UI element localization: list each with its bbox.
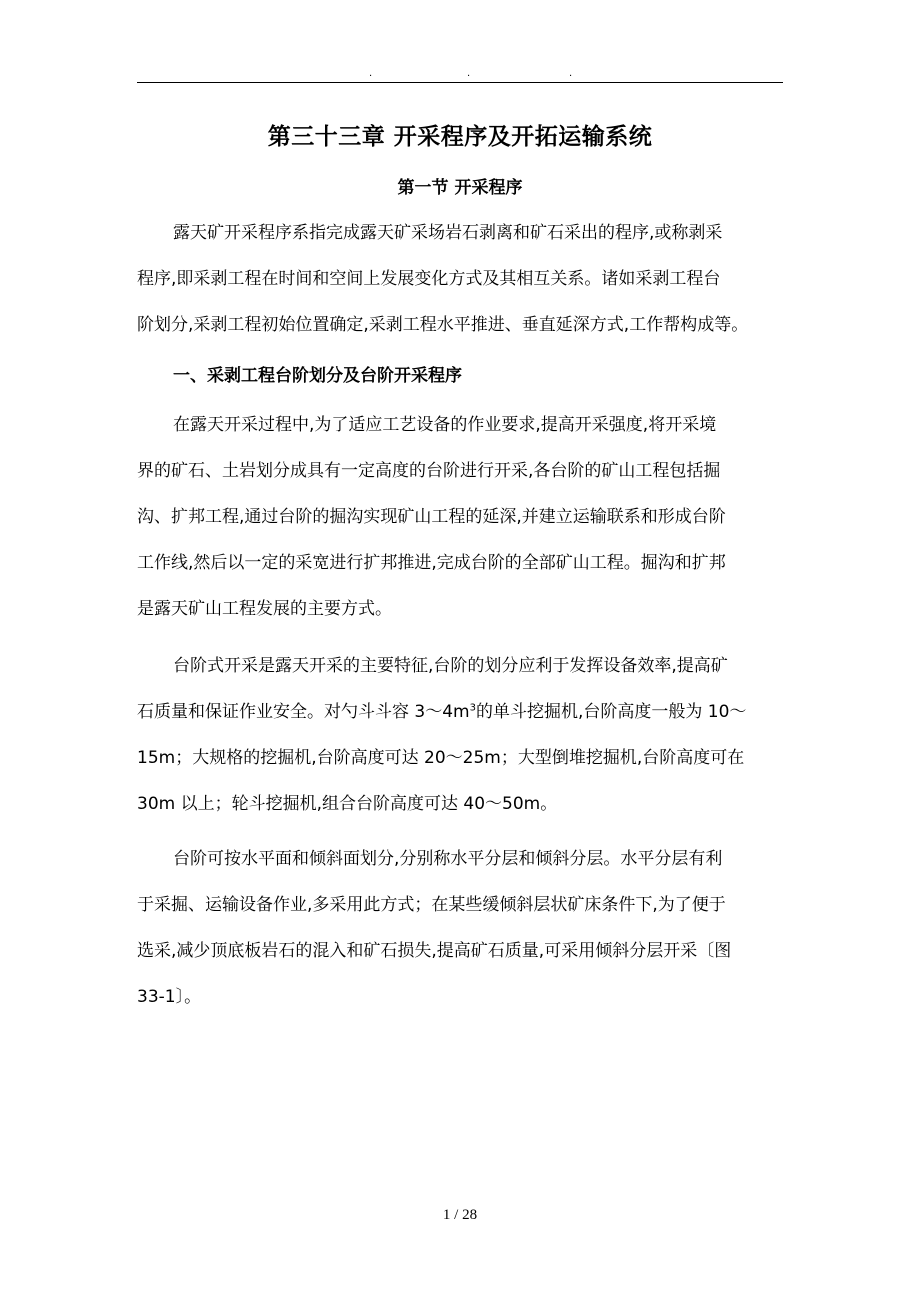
header-dot: . [467, 68, 471, 79]
subheading-1: 一、采剥工程台阶划分及台阶开采程序 [173, 366, 462, 386]
header-dots [137, 68, 783, 80]
paragraph-line: 阶划分,采剥工程初始位置确定,采剥工程水平推进、垂直延深方式,工作帮构成等。 [137, 315, 749, 335]
paragraph-4 [137, 836, 783, 1020]
paragraph-line: 在露天开采过程中,为了适应工艺设备的作业要求,提高开采强度,将开采境 [173, 415, 717, 435]
paragraph-1 [137, 210, 783, 348]
paragraph-line: 台阶可按水平面和倾斜面划分,分别称水平分层和倾斜分层。水平分层有利 [173, 849, 723, 869]
paragraph-2 [137, 402, 783, 632]
paragraph-line: 界的矿石、土岩划分成具有一定高度的台阶进行开采,各台阶的矿山工程包括掘 [137, 461, 721, 481]
header-dot: . [569, 68, 573, 79]
paragraph-line: 沟、扩邦工程,通过台阶的掘沟实现矿山工程的延深,并建立运输联系和形成台阶 [137, 507, 726, 527]
text-run: 的单斗挖掘机,台阶高度一般为 10～ [475, 702, 747, 722]
paragraph-line: 30m 以上；轮斗挖掘机,组合台阶高度可达 40～50m。 [137, 794, 558, 814]
paragraph-line: 露天矿开采程序系指完成露天矿采场岩石剥离和矿石采出的程序,或称剥采 [173, 223, 723, 243]
paragraph-line: 15m；大规格的挖掘机,台阶高度可达 20～25m；大型倒堆挖掘机,台阶高度可在 [137, 748, 745, 768]
paragraph-line: 于采掘、运输设备作业,多采用此方式；在某些缓倾斜层状矿床条件下,为了便于 [137, 895, 726, 915]
paragraph-line: 台阶式开采是露天开采的主要特征,台阶的划分应利于发挥设备效率,提高矿 [173, 656, 728, 676]
paragraph-line: 33-1〕。 [137, 987, 202, 1007]
header-dot: . [369, 68, 373, 79]
paragraph-line: 选采,减少顶底板岩石的混入和矿石损失,提高矿石质量,可采用倾斜分层开采〔图 [137, 941, 732, 961]
header-rule [137, 82, 783, 83]
paragraph-3 [137, 643, 783, 827]
paragraph-line: 是露天矿山工程发展的主要方式。 [137, 599, 392, 619]
section-title: 第一节 开采程序 [397, 178, 523, 198]
text-run: 石质量和保证作业安全。对勺斗斗容 3～4m [137, 702, 470, 722]
superscript: 3 [469, 702, 476, 714]
chapter-title: 第三十三章 开采程序及开拓运输系统 [267, 124, 653, 150]
paragraph-line: 工作线,然后以一定的采宽进行扩邦推进,完成台阶的全部矿山工程。掘沟和扩邦 [137, 553, 726, 573]
paragraph-line: 程序,即采剥工程在时间和空间上发展变化方式及其相互关系。诸如采剥工程台 [137, 269, 721, 289]
page-number: 1 / 28 [442, 1207, 478, 1223]
paragraph-line [137, 689, 783, 735]
